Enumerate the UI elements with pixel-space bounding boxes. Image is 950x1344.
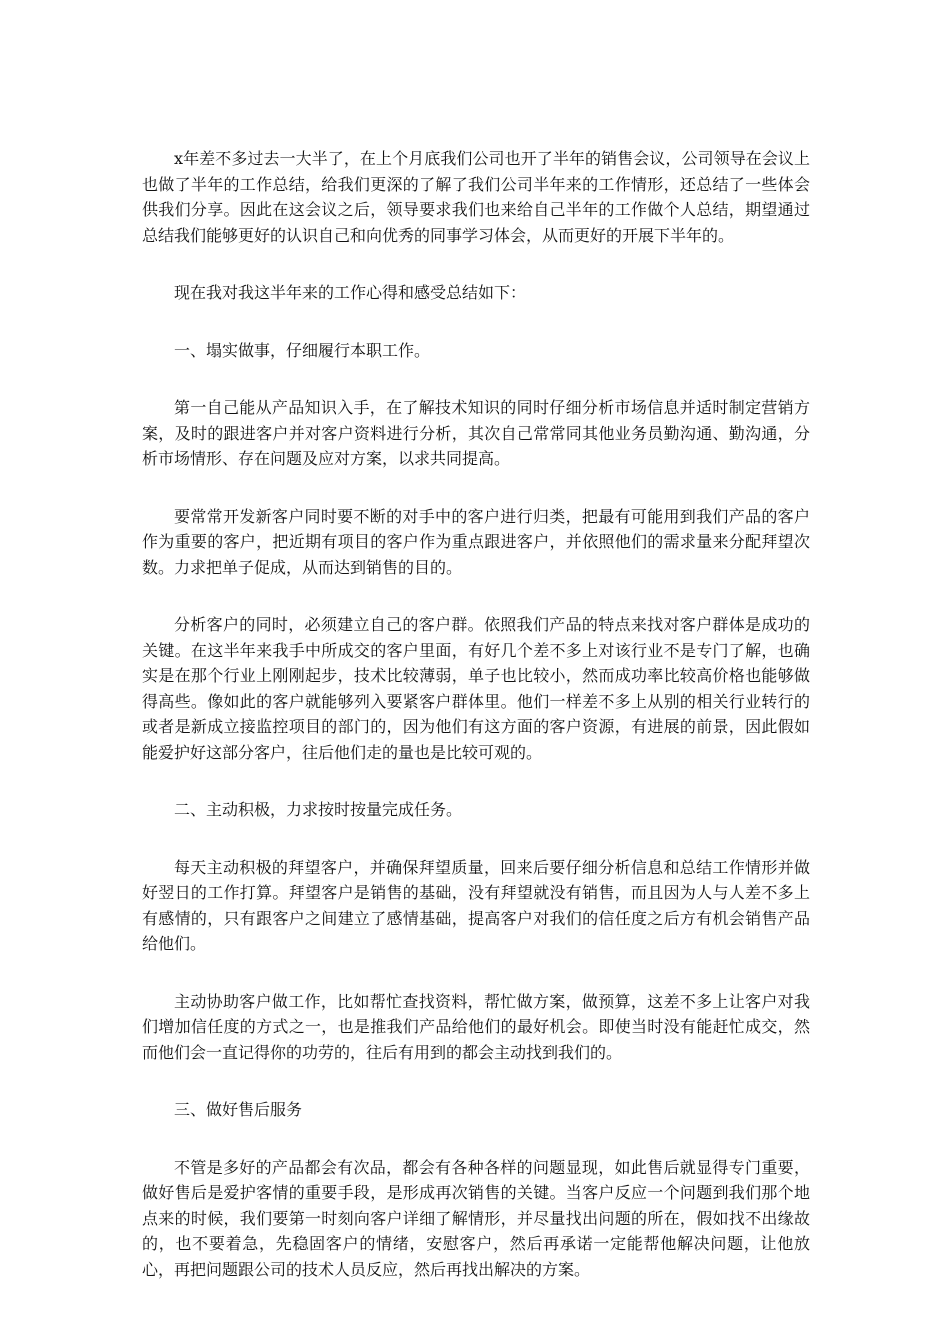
section-2-paragraph-2: 主动协助客户做工作，比如帮忙查找资料，帮忙做方案，做预算，这差不多上让客户对我们增加信任度的方式之一，也是推我们产品给他们的最好机会。即使当时没有能赶忙成交，然而他们会一直记得你的功劳的，往后有用到的都会主动找到我们的。 [142, 991, 810, 1062]
document-page [142, 146, 810, 1314]
section-heading-2: 二、主动积极，力求按时按量完成任务。 [174, 800, 463, 819]
section-1-paragraph-1: 第一自己能从产品知识入手，在了解技术知识的同时仔细分析市场信息并适时制定营销方案，及时的跟进客户并对客户资料进行分析，其次自己常常同其他业务员勤沟通、勤沟通，分析市场情形、存在问题及应对方案，以求共同提高。 [142, 398, 810, 468]
section-1-paragraph-3: 分析客户的同时，必须建立自己的客户群。依照我们产品的特点来找对客户群体是成功的关键。在这半年来我手中所成交的客户里面，有好几个差不多上对该行业不是专门了解，也确实是在那个行业上刚刚起步，技术比较薄弱，单子也比较小，然而成功率比较高价格也能够做得高些。像如此的客户就能够列入要紧客户群体里。他们一样差不多上从别的相关行业转行的或者是新成立接监控项目的部门的，因为他们有这方面的客户资源，有进展的前景，因此假如能爱护好这部分客户，往后他们走的量也是比较可观的。 [142, 615, 810, 762]
section-heading-1: 一、塌实做事，仔细履行本职工作。 [174, 340, 431, 360]
intro-paragraph: x年差不多过去一大半了，在上个月底我们公司也开了半年的销售会议，公司领导在会议上也做了半年的工作总结，给我们更深的了解了我们公司半年来的工作情形，还总结了一些体会供我们分享。因此在这会议之后，领导要求我们也来给自己半年的工作做个人总结，期望通过总结我们能够更好的认识自己和向优秀的同事学习体会，从而更好的开展下半年的。 [142, 149, 810, 245]
section-2-paragraph-1: 每天主动积极的拜望客户，并确保拜望质量，回来后要仔细分析信息和总结工作情形并做好翌日的工作打算。拜望客户是销售的基础，没有拜望就没有销售，而且因为人与人差不多上有感情的，只有跟客户之间建立了感情基础，提高客户对我们的信任度之后方有机会销售产品给他们。 [142, 857, 810, 953]
section-3-paragraph-1: 不管是多好的产品都会有次品，都会有各种各样的问题显现，如此售后就显得专门重要，做好售后是爱护客情的重要手段，是形成再次销售的关键。当客户反应一个问题到我们那个地点来的时候，我们要第一时刻向客户详细了解情形，并尽量找出问题的所在，假如找不出缘故的，也不要着急，先稳固客户的情绪，安慰客户，然后再承诺一定能帮他解决问题，让他放心，再把问题跟公司的技术人员反应，然后再找出解决的方案。 [142, 1157, 810, 1279]
section-heading-3: 三、做好售后服务 [174, 1100, 303, 1119]
summary-lead-paragraph: 现在我对我这半年来的工作心得和感受总结如下： [174, 283, 527, 302]
section-1-paragraph-2: 要常常开发新客户同时要不断的对手中的客户进行归类，把最有可能用到我们产品的客户作为重要的客户，把近期有项目的客户作为重点跟进客户，并依照他们的需求量来分配拜望次数。力求把单子促成，从而达到销售的目的。 [142, 506, 810, 577]
